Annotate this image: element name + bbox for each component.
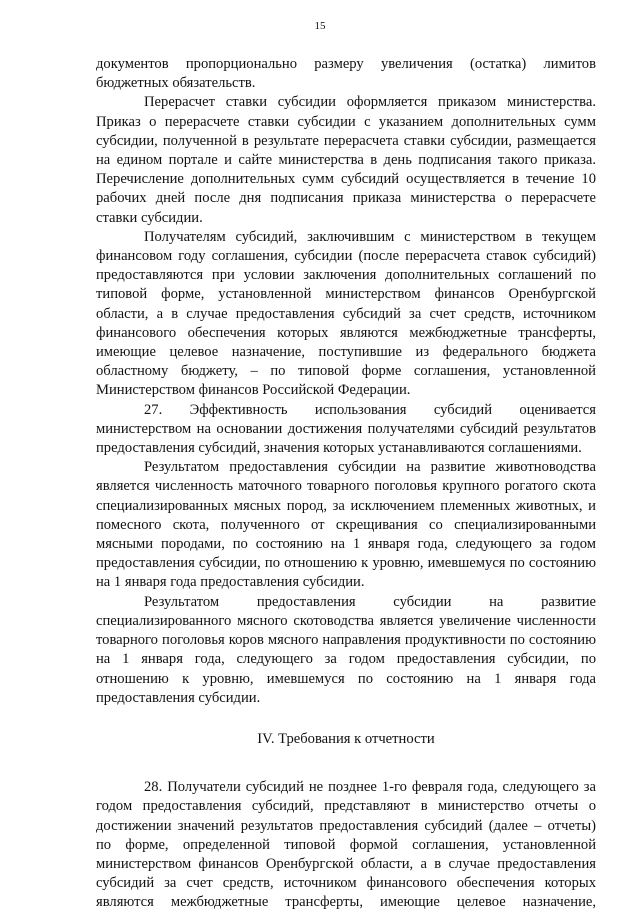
paragraph-28-reporting: 28. Получатели субсидий не позднее 1-го февраля года, следующего за годом предоставления субсидий, представляют в министерство отчеты о достижении значений результатов предоставления субсидий (далее – отчеты) по форме, определенной типовой формой соглашения, установленной министерством финансов Оренбургской области, а в случае предоставления субсидий за счет средств, источником финансового обеспечения которых являются межбюджетные трансферты, имеющие целевое назначение, (96, 779, 596, 911)
paragraph-result-beef-cattle: Результатом предоставления субсидии на развитие специализированного мясного скотоводства является увеличение численности товарного поголовья коров мясного направления продуктивности по состоянию на 1 января года, следующего за годом предоставления субсидии, по отношению к уровню, имевшемуся по состоянию на 1 января года предоставления субсидии. (96, 593, 596, 706)
document-body (96, 55, 596, 913)
paragraph-27-efficiency: 27. Эффективность использования субсидий оценивается министерством на основании достижения получателями субсидий результатов предоставления субсидий, значения которых устанавливаются соглашениями. (96, 401, 596, 457)
paragraph-subsidy-recipients: Получателям субсидий, заключившим с министерством в текущем финансовом году соглашения, субсидии (после перерасчета ставок субсидий) предоставляются при условии заключения дополнительных соглашений по типовой форме, установленной министерством финансов Оренбургской области, а в случае предоставления субсидий за счет средств, источником финансового обеспечения которых являются межбюджетные трансферты, имеющие целевое назначение, поступившие из федерального бюджета областному бюджету, – по типовой форме соглашения, установленной Министерством финансов Российской Федерации. (96, 228, 596, 399)
section-heading: IV. Требования к отчетности (257, 730, 435, 747)
paragraph-result-livestock: Результатом предоставления субсидии на развитие животноводства является численность маточного товарного поголовья крупного рогатого скота специализированных мясных пород, за исключением племенных животных, и помесного скота, полученного от скрещивания со специализированными мясными породами, по состоянию на 1 января года, следующего за годом предоставления субсидии, по отношению к уровню, имевшемуся по состоянию на 1 января года предоставления субсидии. (96, 459, 596, 591)
page-number: 15 (314, 20, 326, 32)
paragraph-recalculation-order: Перерасчет ставки субсидии оформляется приказом министерства. Приказ о перерасчете ставки субсидии с указанием дополнительных сумм субсидии, полученной в результате перерасчета ставки субсидии, размещается на едином портале и сайте министерства в день подписания такого приказа. Перечисление дополнительных сумм субсидий осуществляется в течение 10 рабочих дней после дня подписания приказа министерства о перерасчете ставки субсидии. (96, 94, 596, 226)
paragraph-continuation: документов пропорционально размеру увеличения (остатка) лимитов бюджетных обязательств. (96, 56, 596, 92)
